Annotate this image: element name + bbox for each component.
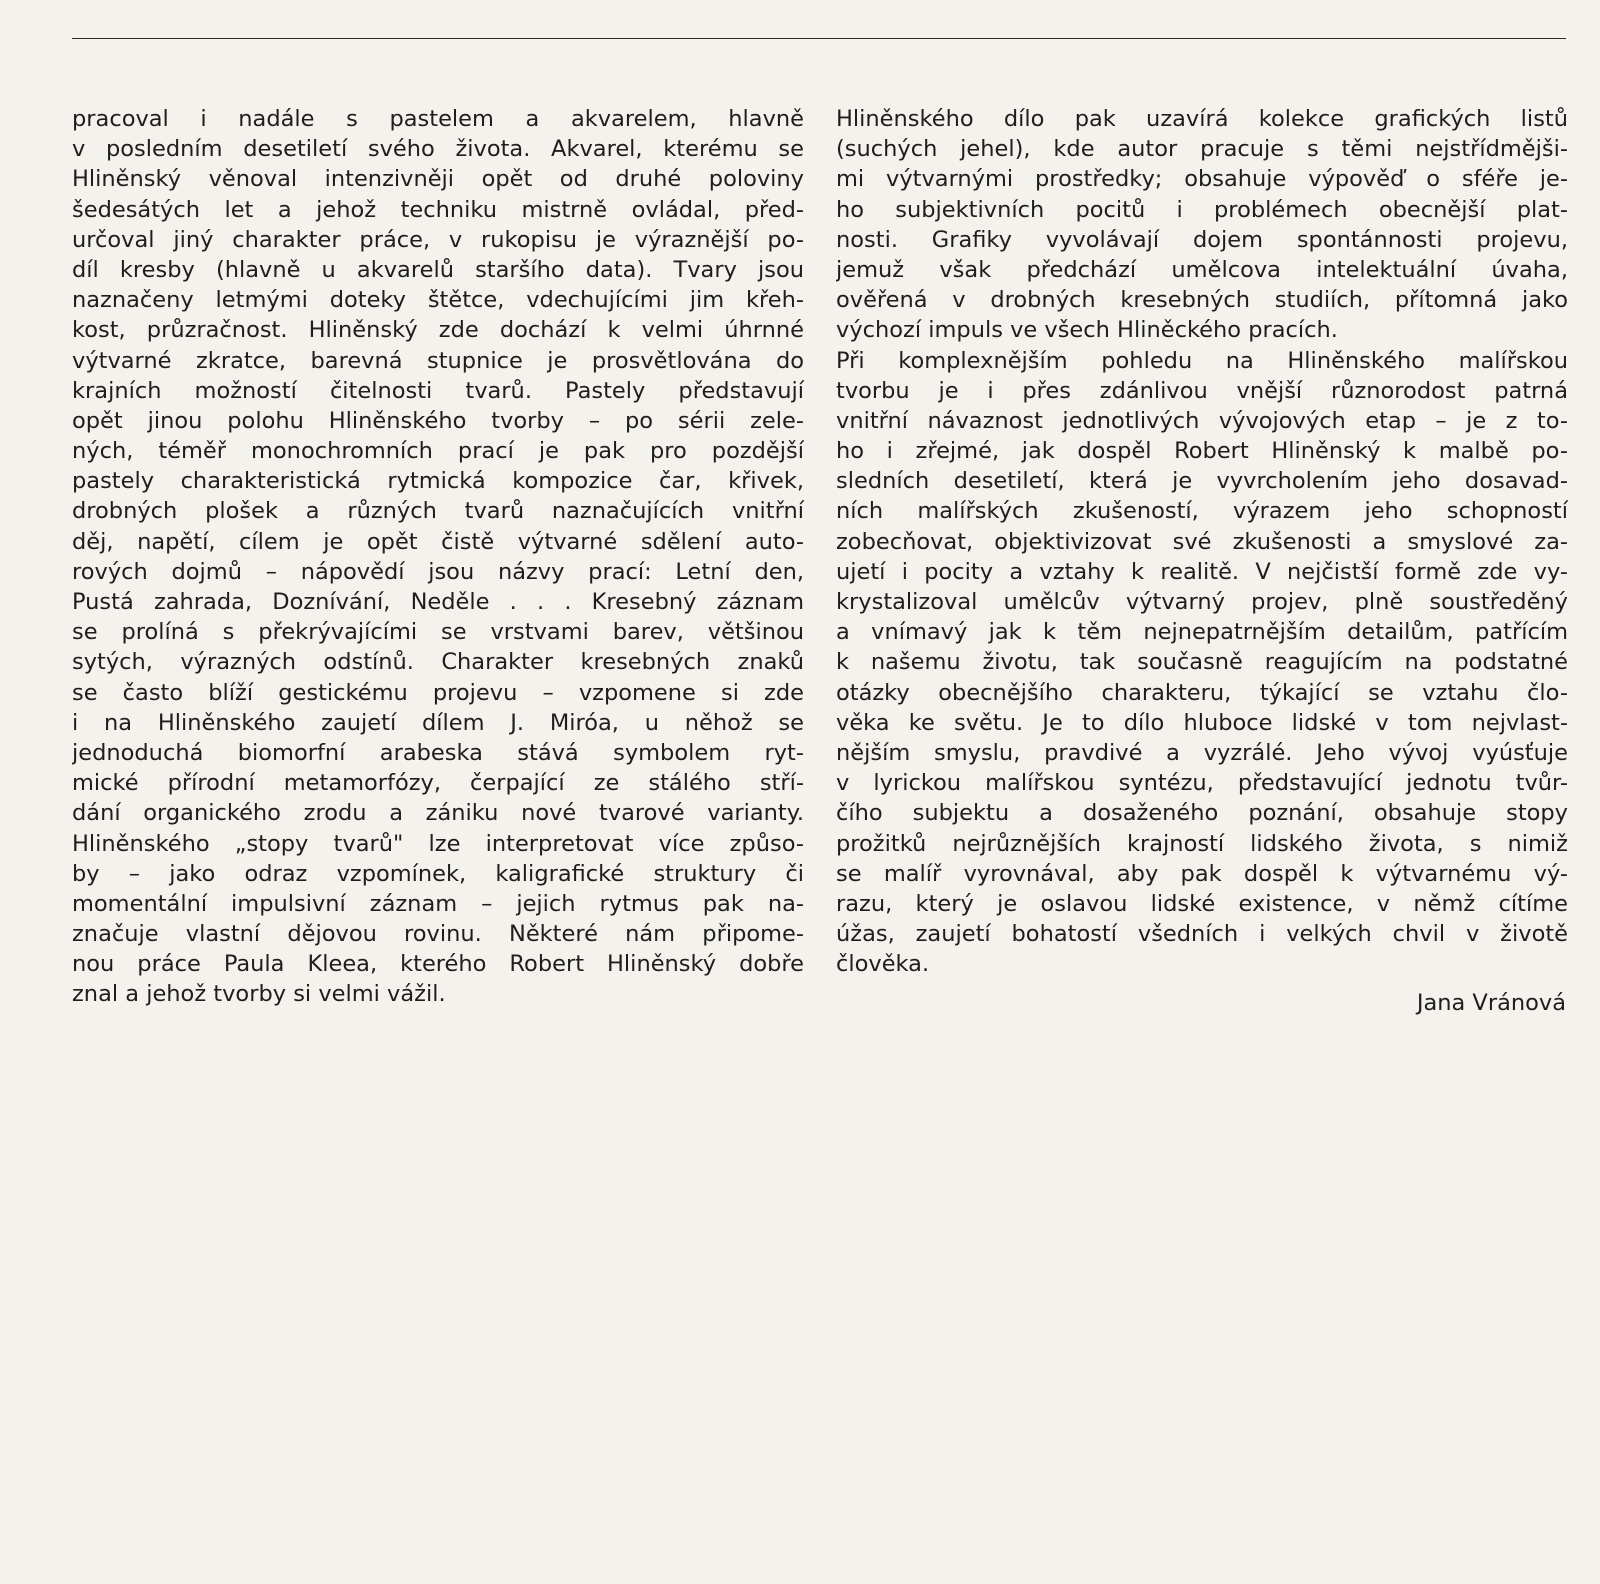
text-line: nou práce Paula Kleea, kterého Robert Hliněnský dobře [72, 951, 804, 978]
text-line: razu, který je oslavou lidské existence, v němž cítíme [836, 890, 1568, 917]
text-line: se malíř vyrovnával, aby pak dospěl k výtvarnému vý- [836, 860, 1568, 887]
text-line: krajních možností čitelnosti tvarů. Pastely představují [72, 377, 804, 404]
text-line: mi výtvarnými prostředky; obsahuje výpověď o sféře je- [836, 166, 1568, 193]
text-line: Při komplexnějším pohledu na Hliněnského malířskou [836, 347, 1568, 374]
text-line: jednoduchá biomorfní arabeska stává symbolem ryt- [72, 739, 804, 766]
text-line: kost, průzračnost. Hliněnský zde dochází k velmi úhrnné [72, 317, 804, 344]
text-line: by – jako odraz vzpomínek, kaligrafické struktury či [72, 860, 804, 887]
right-column [836, 104, 1568, 979]
text-line: Hliněnský věnoval intenzivněji opět od druhé poloviny [72, 166, 804, 193]
text-line: jemuž však předchází umělcova intelektuální úvaha, [836, 256, 1568, 283]
text-line: se často blíží gestickému projevu – vzpomene si zde [72, 679, 804, 706]
text-line: i na Hliněnského zaujetí dílem J. Miróa, u něhož se [72, 709, 804, 736]
text-line: ních malířských zkušeností, výrazem jeho schopností [836, 498, 1568, 525]
text-line: rových dojmů – nápovědí jsou názvy prací: Letní den, [72, 558, 804, 585]
text-line: věka ke světu. Je to dílo hluboce lidské v tom nejvlast- [836, 709, 1568, 736]
text-line: znal a jehož tvorby si velmi vážil. [72, 981, 446, 1008]
text-line: krystalizoval umělcův výtvarný projev, plně soustředěný [836, 589, 1568, 615]
text-line: se prolíná s překrývajícími se vrstvami barev, většinou [72, 619, 804, 646]
text-line: vnitřní návaznost jednotlivých vývojových etap – je z to- [836, 407, 1568, 434]
text-line: šedesátých let a jehož techniku mistrně ovládal, před- [72, 196, 804, 223]
text-line: otázky obecnějšího charakteru, týkající se vztahu člo- [836, 679, 1568, 706]
text-line: ujetí i pocity a vztahy k realitě. V nejčistší formě zde vy- [836, 558, 1568, 585]
text-line: ných, téměř monochromních prací je pak pro pozdější [72, 438, 804, 465]
text-line: ho i zřejmé, jak dospěl Robert Hliněnský k malbě po- [836, 438, 1568, 465]
text-line: momentální impulsivní záznam – jejich rytmus pak na- [72, 890, 804, 917]
text-line: ho subjektivních pocitů i problémech obecnější plat- [836, 196, 1568, 223]
text-line: tvorbu je i přes zdánlivou vnější různorodost patrná [836, 377, 1568, 404]
text-line: v posledním desetiletí svého života. Akvarel, kterému se [72, 136, 804, 163]
author-signature: Jana Vránová [1416, 990, 1566, 1016]
text-line: děj, napětí, cílem je opět čistě výtvarné sdělení auto- [72, 528, 804, 555]
text-line: nosti. Grafiky vyvolávají dojem spontánnosti projevu, [836, 226, 1568, 253]
text-line: naznačeny letmými doteky štětce, vdechujícími jim křeh- [72, 287, 804, 314]
text-line: člověka. [836, 951, 930, 978]
text-line: k našemu životu, tak současně reagujícím na podstatné [836, 649, 1568, 676]
text-line: pastely charakteristická rytmická kompozice čar, křivek, [72, 468, 804, 495]
text-line: určoval jiný charakter práce, v rukopisu je výraznější po- [72, 226, 804, 253]
text-line: Pustá zahrada, Doznívání, Neděle . . . Kresebný záznam [72, 589, 804, 615]
text-line: nějším smyslu, pravdivé a vyzrálé. Jeho vývoj vyúsťuje [836, 739, 1568, 766]
text-line: ověřená v drobných kresebných studiích, přítomná jako [836, 287, 1568, 314]
text-line: drobných plošek a různých tvarů naznačujících vnitřní [72, 498, 804, 525]
text-line: pracoval i nadále s pastelem a akvarelem, hlavně [72, 106, 804, 132]
top-rule [72, 38, 1566, 39]
text-line: značuje vlastní dějovou rovinu. Některé nám připome- [72, 921, 804, 948]
text-line: dání organického zrodu a zániku nové tvarové varianty. [72, 800, 804, 827]
text-line: Hliněnského dílo pak uzavírá kolekce grafických listů [836, 106, 1568, 132]
left-column [72, 104, 804, 1010]
text-line: (suchých jehel), kde autor pracuje s těmi nejstřídmějši- [836, 136, 1568, 163]
text-line: sledních desetiletí, která je vyvrcholením jeho dosavad- [836, 468, 1568, 495]
text-line: zobecňovat, objektivizovat své zkušenosti a smyslové za- [836, 528, 1568, 555]
text-line: díl kresby (hlavně u akvarelů staršího data). Tvary jsou [72, 256, 804, 283]
text-line: úžas, zaujetí bohatostí všedních i velkých chvil v životě [836, 921, 1568, 948]
text-line: mické přírodní metamorfózy, čerpající ze stálého stří- [72, 770, 804, 797]
text-line: opět jinou polohu Hliněnského tvorby – po sérii zele- [72, 407, 804, 434]
text-line: výtvarné zkratce, barevná stupnice je prosvětlována do [72, 347, 804, 374]
text-line: v lyrickou malířskou syntézu, představující jednotu tvůr- [836, 770, 1568, 797]
text-line: Hliněnského „stopy tvarů" lze interpretovat více způso- [72, 830, 804, 857]
text-line: a vnímavý jak k těm nejnepatrnějším detailům, patřícím [836, 619, 1568, 646]
text-line: čího subjektu a dosaženého poznání, obsahuje stopy [836, 800, 1568, 827]
text-line: prožitků nejrůznějších krajností lidského života, s nimiž [836, 830, 1568, 857]
text-line: výchozí impuls ve všech Hliněckého pracích. [836, 317, 1338, 344]
text-line: sytých, výrazných odstínů. Charakter kresebných znaků [72, 649, 804, 676]
